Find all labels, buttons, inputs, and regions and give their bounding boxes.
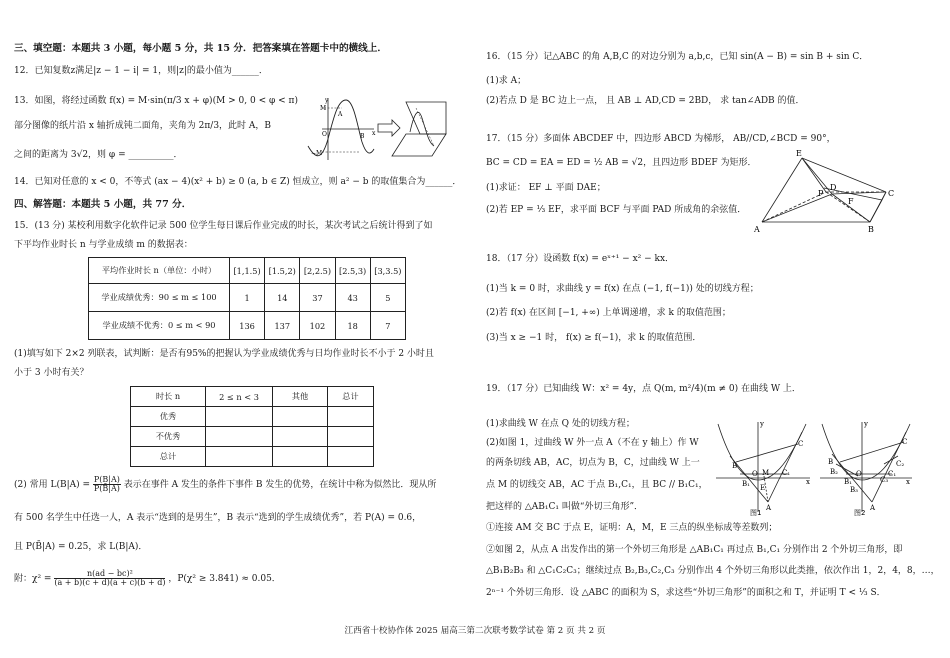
table-row: [131, 447, 374, 467]
question-13-line2: 部分图像的纸片沿 x 轴折成钝二面角，夹角为 2π/3，此时 A，B: [14, 121, 272, 131]
question-17-line4: (2)若 EP = ⅓ EF，求平面 BCF 与平面 PAD 所成角的余弦值．: [486, 205, 747, 215]
question-15-part1-line1: (1)填写如下 2×2 列联表，试判断：是否有95%的把握认为学业成绩优秀与日均作业时长不小于 2 小时且: [14, 349, 434, 359]
fig2-label-b: B: [828, 458, 834, 466]
fig17-label-b: B: [868, 225, 874, 234]
fig13-label-a: A: [338, 111, 343, 118]
fig2-label-c3: C₃: [880, 476, 889, 484]
fig1-label-m: M: [762, 469, 770, 477]
fig17-label-e: E: [796, 149, 802, 158]
table-cell: 学业成绩优秀：90 ≤ m ≤ 100: [89, 284, 230, 312]
table-header-cell: 2 ≤ n < 3: [206, 387, 273, 407]
table-cell: 14: [265, 284, 300, 312]
table-header-cell: [1.5,2): [265, 258, 300, 284]
question-19-line4: 的两条切线 AB，AC，切点为 B，C，过曲线 W 上一: [486, 458, 700, 468]
table-cell: 5: [370, 284, 405, 312]
fig13-label-x: x: [372, 130, 376, 137]
section3-title: 三、填空题：本题共 3 小题，每小题 5 分，共 15 分．把答案填在答题卡中的横线上．: [14, 43, 387, 54]
fig2-label-c: C: [902, 438, 908, 446]
fig13-label-neg-m: −M: [311, 150, 323, 157]
appendix-fraction: [54, 570, 165, 587]
fig13-label-m: M: [320, 105, 327, 112]
table-header-cell: 其他: [273, 387, 328, 407]
fig1-label-b1: B₁: [742, 480, 750, 488]
likelihood-tail: 表示在事件 A 发生的条件下事件 B 发生的优势，在统计中称为似然比．现从所: [123, 480, 437, 490]
fig2-label-c1: C₁: [888, 470, 897, 478]
question-16-line3: (2)若点 D 是 BC 边上一点， 且 AB ⊥ AD,CD = 2BD， 求 tan∠ADB 的值．: [486, 96, 805, 106]
table-header-cell: [1,1.5): [230, 258, 265, 284]
table-cell: 7: [370, 312, 405, 340]
table-cell: 1: [230, 284, 265, 312]
fig17-label-d: D: [830, 183, 837, 192]
parabola-figure-2: [818, 420, 914, 516]
table-row-label: 不优秀: [131, 427, 206, 447]
question-13-line3: 之间的距离为 3√2，则 φ = __________．: [14, 150, 183, 160]
question-19-line3: (2)如图 1，过曲线 W 外一点 A（不在 y 轴上）作 W: [486, 438, 699, 448]
appendix-numerator: n(ad − bc)²: [54, 570, 165, 579]
appendix-formula: [14, 570, 281, 587]
homework-grade-table: [88, 257, 406, 340]
table-row: [89, 258, 406, 284]
question-15-part2-line2: 有 500 名学生中任选一人，A 表示“选到的是男生”，B 表示“选到的学生成绩优秀”，若 P(A) = 0.6，: [14, 513, 422, 523]
table-cell: 137: [265, 312, 300, 340]
parabola-figure-1: [712, 420, 812, 516]
question-15-part2-line1: [14, 476, 436, 493]
fig1-label-a: A: [766, 504, 772, 512]
likelihood-numerator: P(B|A): [93, 475, 120, 484]
table-cell: 37: [300, 284, 335, 312]
table-header-cell: [2.5,3): [335, 258, 370, 284]
question-19-line6: 把这样的 △AB₁C₁ 叫做“外切三角形”．: [486, 502, 644, 512]
table-header-cell: [2,2.5): [300, 258, 335, 284]
table-row: [89, 312, 406, 340]
question-17-line2: BC = CD = EA = ED = ½ AB = √2，且四边形 BDEF 为矩形．: [486, 158, 757, 168]
question-19-line1: 19．（17 分）已知曲线 W：x² = 4y，点 Q(m, m²/4)(m ≠ 0) 在曲线 W 上．: [486, 384, 801, 394]
fig13-label-o: O: [322, 131, 327, 138]
figure-2-caption: 图2: [854, 509, 866, 517]
question-15-part1-line2: 小于 3 小时有关？: [14, 368, 89, 378]
fig2-label-x: x: [906, 478, 910, 486]
fig2-label-b1: B₁: [844, 478, 852, 486]
figure-1-caption: 图1: [750, 509, 762, 517]
fig1-label-c: C: [798, 440, 804, 448]
fig1-label-c1: C₁: [782, 469, 791, 477]
appendix-denominator: (a + b)(c + d)(a + c)(b + d): [54, 578, 166, 587]
question-19-line9: △B₁B₂B₃ 和 △C₁C₂C₃；继续过点 B₂,B₃,C₂,C₃ 分别作出 4 个外切三角形以此类推，依次作出 1，2，4，8，…，: [486, 566, 940, 576]
question-14: 14．已知对任意的 x < 0，不等式 (ax − 4)(x² + b) ≥ 0 (a, b ∈ Z) 恒成立，则 a² − b 的取值集合为______．: [14, 177, 462, 187]
contingency-table: [130, 386, 374, 467]
question-18-line2: (1)当 k = 0 时，求曲线 y = f(x) 在点 (−1, f(−1)) 处的切线方程；: [486, 284, 759, 294]
fig2-label-b3: B₃: [850, 486, 858, 494]
fig1-label-x: x: [806, 478, 810, 486]
page-footer: 江西省十校协作体 2025 届高三第二次联考数学试卷 第 2 页 共 2 页: [344, 626, 606, 636]
question-13-figure: [302, 94, 450, 164]
fig1-label-y: y: [760, 420, 764, 428]
question-17-line3: (1)求证： EF ⊥ 平面 DAE；: [486, 183, 606, 193]
table-row: [89, 284, 406, 312]
table-row: [131, 387, 374, 407]
table-header-cell: 时长 n: [131, 387, 206, 407]
table-header-cell: [3,3.5): [370, 258, 405, 284]
section4-title: 四、解答题：本题共 5 小题，共 77 分．: [14, 199, 192, 210]
fig17-label-c: C: [888, 189, 895, 198]
appendix-tail: ，P(χ² ≥ 3.841) ≈ 0.05．: [168, 574, 281, 584]
fig17-label-a: A: [754, 225, 760, 234]
fig2-label-a: A: [870, 504, 876, 512]
fig1-label-e: E: [760, 484, 766, 492]
question-18-line3: (2)若 f(x) 在区间 [−1, +∞) 上单调递增，求 k 的取值范围；: [486, 308, 731, 318]
likelihood-fraction: [93, 476, 121, 493]
question-16-line2: (1)求 A；: [486, 76, 527, 86]
question-19-line7: ①连接 AM 交 BC 于点 E，证明：A，M，E 三点的纵坐标成等差数列；: [486, 523, 778, 533]
table-row: [131, 427, 374, 447]
table-row-label: 总计: [131, 447, 206, 467]
polyhedron-figure: [752, 146, 902, 236]
table-row: [131, 407, 374, 427]
question-15-line2: 下平均作业时长 n 与学业成绩 m 的数据表：: [14, 240, 193, 250]
appendix-lead: 附：χ² =: [14, 574, 52, 584]
question-12: 12．已知复数z满足|z − 1 − i| = 1，则|z|的最小值为______．: [14, 66, 268, 76]
fig1-label-b: B: [732, 462, 738, 470]
fig2-label-o: O: [856, 470, 862, 478]
fig13-label-y: y: [325, 97, 329, 104]
table-cell: 136: [230, 312, 265, 340]
table-row-label: 优秀: [131, 407, 206, 427]
question-18-line1: 18．（17 分）设函数 f(x) = eˣ⁺¹ − x² − kx．: [486, 254, 675, 264]
table-header-cell: 平均作业时长 n（单位：小时）: [89, 258, 230, 284]
question-18-line4: (3)当 x ≥ −1 时， f(x) ≥ f(−1)，求 k 的取值范围．: [486, 333, 702, 343]
question-15-part2-line3: 且 P(B̄|A) = 0.25，求 L(B|A)．: [14, 542, 148, 552]
table-cell: 43: [335, 284, 370, 312]
question-16-line1: 16．（15 分）记△ABC 的角 A,B,C 的对边分别为 a,b,c，已知 sin(A − B) = sin B + sin C．: [486, 52, 869, 62]
fig13-label-b: B: [360, 133, 365, 140]
fig2-label-y: y: [864, 420, 868, 428]
question-19-line2: (1)求曲线 W 在点 Q 处的切线方程；: [486, 419, 635, 429]
fig2-label-b2: B₂: [830, 468, 838, 476]
likelihood-denominator: P(B̄|A): [93, 484, 120, 493]
table-cell: 18: [335, 312, 370, 340]
question-19-line10: 2ⁿ⁻¹ 个外切三角形．设 △ABC 的面积为 S，求这些“外切三角形”的面积之和 T，并证明 T < ⅓ S．: [486, 588, 886, 598]
question-17-line1: 17．（15 分）多面体 ABCDEF 中，四边形 ABCD 为梯形， AB//CD,∠BCD = 90°，: [486, 134, 836, 144]
question-19-line8: ②如图 2，从点 A 出发作出的第一个外切三角形是 △AB₁C₁ 再过点 B₁,C₁ 分别作出 2 个外切三角形，即: [486, 545, 903, 555]
table-cell: 学业成绩不优秀：0 ≤ m < 90: [89, 312, 230, 340]
fig17-label-f: F: [848, 197, 854, 206]
question-19-line5: 点 M 的切线交 AB，AC 于点 B₁,C₁，且 BC // B₁C₁，: [486, 480, 708, 490]
question-13-line1: 13．如图，将经过函数 f(x) = M·sin(π/3 x + φ)(M > 0, 0 < φ < π): [14, 96, 298, 106]
table-header-cell: 总计: [328, 387, 374, 407]
likelihood-lead: (2) 常用 L(B|A) =: [14, 480, 91, 490]
question-15-line1: 15．(13 分) 某校利用数字化软件记录 500 位学生每日课后作业完成的时长，某次考试之后统计得到了如: [14, 221, 433, 231]
fig1-label-o: O: [752, 470, 758, 478]
table-cell: 102: [300, 312, 335, 340]
fig2-label-c2: C₂: [896, 460, 905, 468]
fig17-label-p: P: [818, 189, 824, 198]
